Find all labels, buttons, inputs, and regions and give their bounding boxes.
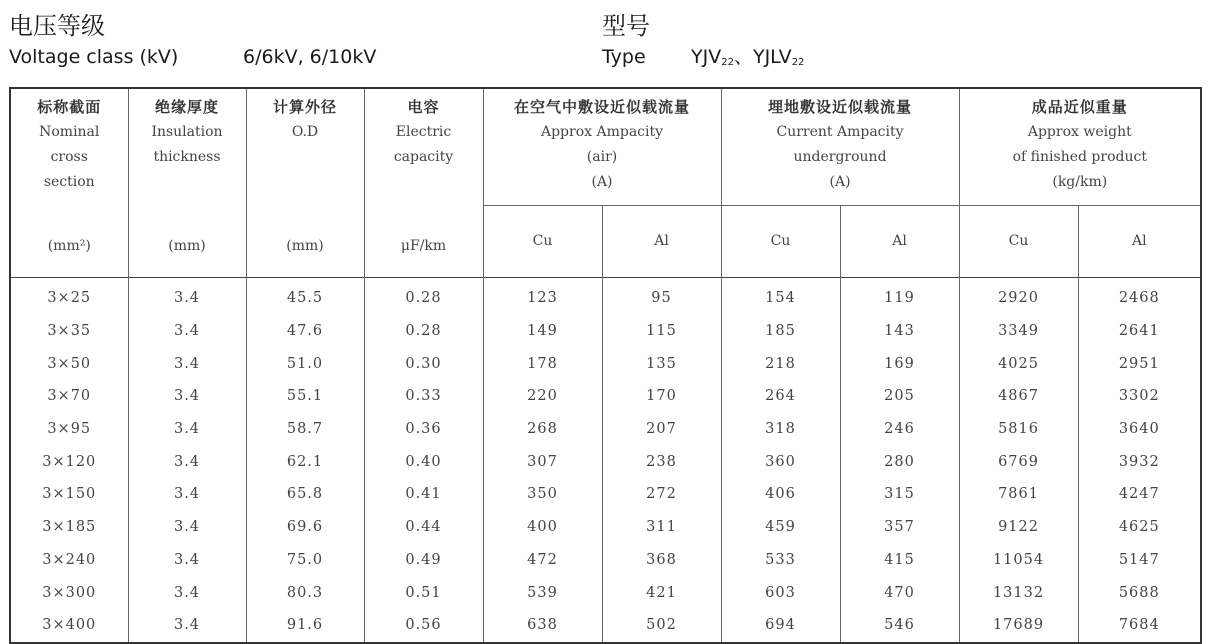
- cell-air-cu: 307: [483, 445, 602, 478]
- cell-ground-cu: 218: [721, 347, 840, 380]
- cell-air-cu: 400: [483, 511, 602, 544]
- cell-capacity: 0.36: [364, 413, 483, 446]
- col-section-en: Nominal cross section: [39, 124, 100, 190]
- table-row: [10, 380, 1201, 413]
- cell-air-cu: 123: [483, 278, 602, 315]
- col-insulation-unit: (mm): [128, 205, 246, 278]
- col-header-capacity: [364, 88, 483, 205]
- cell-weight-al: 3932: [1078, 445, 1201, 478]
- col-ground-cn: 埋地敷设近似载流量: [768, 98, 913, 116]
- col-air-en: Approx Ampacity: [540, 124, 664, 140]
- cell-air-al: 238: [602, 445, 721, 478]
- cell-ground-al: 280: [840, 445, 959, 478]
- cell-od: 45.5: [246, 278, 364, 315]
- voltage-class-label: Voltage class (kV): [9, 46, 179, 68]
- cell-air-al: 207: [602, 413, 721, 446]
- cell-ground-cu: 533: [721, 544, 840, 577]
- cell-air-al: 272: [602, 478, 721, 511]
- col-od-en: O.D: [291, 124, 319, 140]
- cell-ground-al: 546: [840, 609, 959, 643]
- cell-section: 3×240: [10, 544, 128, 577]
- cell-section: 3×25: [10, 278, 128, 315]
- col-ground-al: Al: [840, 205, 959, 278]
- col-weight-cu: Cu: [959, 205, 1078, 278]
- col-ground-en: Current Ampacity: [776, 124, 904, 140]
- col-insulation-en: Insulation thickness: [151, 124, 223, 165]
- cell-insulation: 3.4: [128, 609, 246, 643]
- cell-weight-al: 4625: [1078, 511, 1201, 544]
- table-row: [10, 445, 1201, 478]
- table-body: [10, 278, 1201, 643]
- cell-insulation: 3.4: [128, 511, 246, 544]
- col-weight-al: Al: [1078, 205, 1201, 278]
- cell-weight-al: 3302: [1078, 380, 1201, 413]
- cell-ground-cu: 406: [721, 478, 840, 511]
- cell-air-al: 311: [602, 511, 721, 544]
- col-air-cu: Cu: [483, 205, 602, 278]
- cell-ground-al: 143: [840, 315, 959, 348]
- cell-insulation: 3.4: [128, 478, 246, 511]
- table-row: [10, 478, 1201, 511]
- cell-ground-cu: 264: [721, 380, 840, 413]
- cell-od: 69.6: [246, 511, 364, 544]
- type-cn: 型号: [602, 12, 650, 40]
- cell-capacity: 0.28: [364, 315, 483, 348]
- table-row: [10, 413, 1201, 446]
- cell-od: 91.6: [246, 609, 364, 643]
- col-section-unit: (mm²): [10, 205, 128, 278]
- table-row: [10, 315, 1201, 348]
- type-value-1: YJV: [691, 46, 722, 68]
- cell-air-cu: 178: [483, 347, 602, 380]
- col-capacity-unit: μF/km: [364, 205, 483, 278]
- cell-air-al: 502: [602, 609, 721, 643]
- cell-weight-cu: 9122: [959, 511, 1078, 544]
- cell-ground-cu: 694: [721, 609, 840, 643]
- col-header-weight: [959, 88, 1201, 205]
- col-air-cn: 在空气中敷设近似载流量: [514, 98, 691, 116]
- cell-capacity: 0.41: [364, 478, 483, 511]
- cell-capacity: 0.28: [364, 278, 483, 315]
- cell-ground-cu: 603: [721, 576, 840, 609]
- col-ground-unit: (A): [829, 174, 851, 190]
- col-insulation-cn: 绝缘厚度: [154, 98, 219, 116]
- cell-section: 3×150: [10, 478, 128, 511]
- col-header-insulation: [128, 88, 246, 205]
- col-weight-en: Approx weight: [1027, 124, 1132, 140]
- cell-weight-cu: 13132: [959, 576, 1078, 609]
- cell-weight-cu: 3349: [959, 315, 1078, 348]
- cell-od: 65.8: [246, 478, 364, 511]
- cell-air-al: 135: [602, 347, 721, 380]
- cell-ground-al: 470: [840, 576, 959, 609]
- table-row: [10, 511, 1201, 544]
- cell-weight-al: 2641: [1078, 315, 1201, 348]
- type-label: Type: [602, 46, 646, 68]
- cell-insulation: 3.4: [128, 576, 246, 609]
- cell-air-al: 115: [602, 315, 721, 348]
- cell-capacity: 0.44: [364, 511, 483, 544]
- col-header-air: [483, 88, 721, 205]
- cell-ground-al: 415: [840, 544, 959, 577]
- cell-ground-al: 357: [840, 511, 959, 544]
- voltage-class-value: 6/6kV, 6/10kV: [243, 46, 377, 68]
- cell-od: 80.3: [246, 576, 364, 609]
- cell-od: 47.6: [246, 315, 364, 348]
- col-od-unit: (mm): [246, 205, 364, 278]
- cell-air-al: 368: [602, 544, 721, 577]
- cell-weight-al: 3640: [1078, 413, 1201, 446]
- col-capacity-en: Electric capacity: [393, 124, 454, 165]
- col-capacity-cn: 电容: [407, 98, 440, 116]
- cell-od: 58.7: [246, 413, 364, 446]
- col-air-al: Al: [602, 205, 721, 278]
- col-header-ground: [721, 88, 959, 205]
- cell-insulation: 3.4: [128, 278, 246, 315]
- cell-capacity: 0.30: [364, 347, 483, 380]
- cell-od: 55.1: [246, 380, 364, 413]
- cell-section: 3×70: [10, 380, 128, 413]
- cell-air-al: 170: [602, 380, 721, 413]
- cell-weight-cu: 4867: [959, 380, 1078, 413]
- table-row: [10, 576, 1201, 609]
- col-air-en2: (air): [586, 149, 618, 165]
- cell-air-cu: 539: [483, 576, 602, 609]
- cell-air-al: 95: [602, 278, 721, 315]
- col-od-cn: 计算外径: [272, 98, 337, 116]
- cell-weight-al: 5147: [1078, 544, 1201, 577]
- cell-od: 62.1: [246, 445, 364, 478]
- cell-weight-cu: 6769: [959, 445, 1078, 478]
- cell-insulation: 3.4: [128, 445, 246, 478]
- type-separator: 、: [733, 46, 753, 68]
- cell-od: 75.0: [246, 544, 364, 577]
- cell-ground-cu: 318: [721, 413, 840, 446]
- cell-ground-al: 315: [840, 478, 959, 511]
- cell-capacity: 0.33: [364, 380, 483, 413]
- cell-insulation: 3.4: [128, 413, 246, 446]
- cell-section: 3×95: [10, 413, 128, 446]
- cell-capacity: 0.56: [364, 609, 483, 643]
- cell-section: 3×120: [10, 445, 128, 478]
- table-row: [10, 278, 1201, 315]
- type-sub-2: 22: [791, 57, 805, 68]
- cell-capacity: 0.51: [364, 576, 483, 609]
- cell-weight-cu: 17689: [959, 609, 1078, 643]
- type-value: [691, 48, 804, 68]
- cell-section: 3×400: [10, 609, 128, 643]
- table-row: [10, 347, 1201, 380]
- cell-air-cu: 472: [483, 544, 602, 577]
- cell-ground-cu: 185: [721, 315, 840, 348]
- col-header-section: [10, 88, 128, 205]
- cell-ground-al: 119: [840, 278, 959, 315]
- cable-spec-table: [9, 87, 1202, 644]
- cell-insulation: 3.4: [128, 380, 246, 413]
- cell-weight-cu: 2920: [959, 278, 1078, 315]
- col-ground-en2: underground: [793, 149, 887, 165]
- cell-od: 51.0: [246, 347, 364, 380]
- cell-weight-al: 7684: [1078, 609, 1201, 643]
- cell-insulation: 3.4: [128, 347, 246, 380]
- type-sub-1: 22: [721, 57, 734, 68]
- cell-ground-cu: 459: [721, 511, 840, 544]
- cell-air-cu: 638: [483, 609, 602, 643]
- voltage-class-cn: 电压等级: [9, 12, 105, 40]
- col-ground-cu: Cu: [721, 205, 840, 278]
- cell-weight-al: 4247: [1078, 478, 1201, 511]
- cell-section: 3×185: [10, 511, 128, 544]
- cell-ground-cu: 154: [721, 278, 840, 315]
- cell-section: 3×300: [10, 576, 128, 609]
- type-value-2: YJLV: [752, 46, 792, 68]
- cell-insulation: 3.4: [128, 315, 246, 348]
- col-header-od: [246, 88, 364, 205]
- table-row: [10, 544, 1201, 577]
- cell-weight-al: 5688: [1078, 576, 1201, 609]
- cell-ground-al: 246: [840, 413, 959, 446]
- cell-section: 3×35: [10, 315, 128, 348]
- col-air-unit: (A): [591, 174, 613, 190]
- col-weight-unit: (kg/km): [1052, 174, 1108, 190]
- cell-capacity: 0.40: [364, 445, 483, 478]
- cell-air-al: 421: [602, 576, 721, 609]
- cell-air-cu: 268: [483, 413, 602, 446]
- cell-weight-al: 2951: [1078, 347, 1201, 380]
- cell-ground-al: 169: [840, 347, 959, 380]
- col-weight-en2: of finished product: [1012, 149, 1147, 165]
- cell-weight-cu: 4025: [959, 347, 1078, 380]
- cell-section: 3×50: [10, 347, 128, 380]
- cell-air-cu: 220: [483, 380, 602, 413]
- cell-weight-al: 2468: [1078, 278, 1201, 315]
- cell-air-cu: 350: [483, 478, 602, 511]
- col-weight-cn: 成品近似重量: [1031, 98, 1128, 116]
- cell-weight-cu: 11054: [959, 544, 1078, 577]
- cell-ground-al: 205: [840, 380, 959, 413]
- cell-weight-cu: 7861: [959, 478, 1078, 511]
- col-section-cn: 标称截面: [37, 98, 102, 116]
- cell-weight-cu: 5816: [959, 413, 1078, 446]
- cell-capacity: 0.49: [364, 544, 483, 577]
- cell-insulation: 3.4: [128, 544, 246, 577]
- cell-air-cu: 149: [483, 315, 602, 348]
- cell-ground-cu: 360: [721, 445, 840, 478]
